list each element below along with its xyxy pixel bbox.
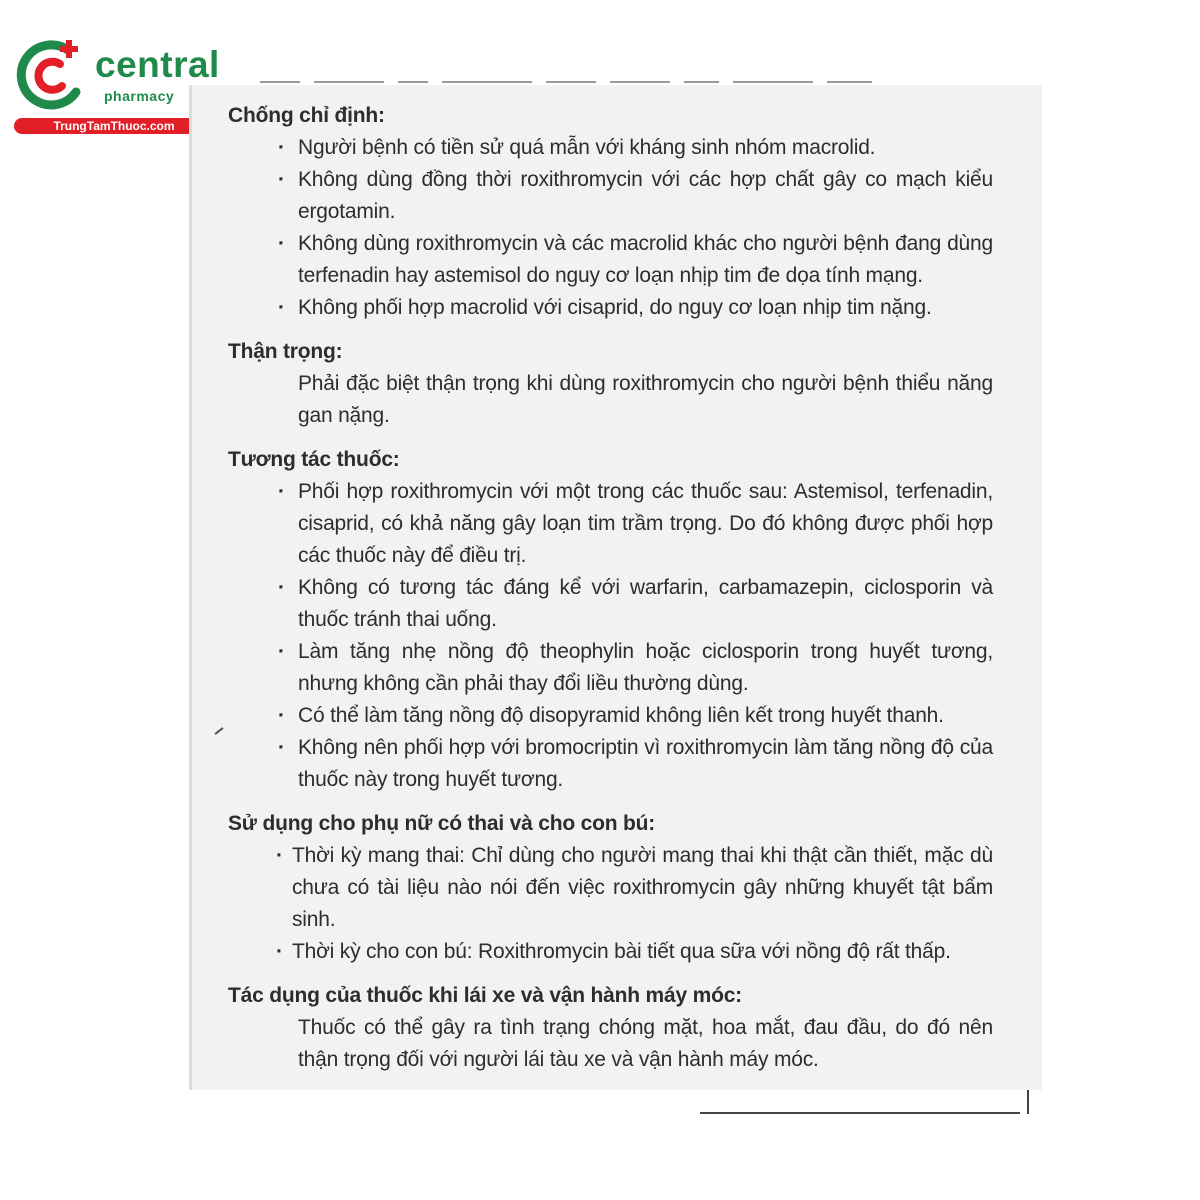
list-item: · Thời kỳ mang thai: Chỉ dùng cho người mang thai khi thật cần thiết, mặc dù chưa có tài liệu nào nói đến việc roxithromycin gây những khuyết tật bẩm sinh. [228,840,993,936]
section-title: Chống chỉ định: [228,104,385,127]
list-item: · Không dùng đồng thời roxithromycin với các hợp chất gây co mạch kiểu ergotamin. [228,164,993,228]
section-precautions [228,336,993,432]
page-edge-shadow [189,85,192,1090]
brand-url-badge: TrungTamThuoc.com [14,118,214,134]
section-drug-interactions [228,444,993,796]
section-title: Tương tác thuốc: [228,448,400,471]
bullet-list [228,132,993,324]
section-paragraph: Phải đặc biệt thận trọng khi dùng roxithromycin cho người bệnh thiểu năng gan nặng. [298,372,993,427]
bottom-rule-line [700,1112,1020,1114]
page-corner-tick [1027,1090,1029,1114]
brand-subtitle: pharmacy [104,88,175,104]
section-title: Thận trọng: [228,340,343,363]
section-pregnancy-lactation [228,808,993,968]
central-pharmacy-logo-icon [10,34,90,114]
section-contraindications [228,100,993,324]
list-item: · Làm tăng nhẹ nồng độ theophylin hoặc ciclosporin trong huyết tương, nhưng không cần phải thay đổi liều thường dùng. [228,636,993,700]
list-item: · Không có tương tác đáng kể với warfarin, carbamazepin, ciclosporin và thuốc tránh thai uống. [228,572,993,636]
section-driving-machinery [228,980,993,1076]
section-title: Tác dụng của thuốc khi lái xe và vận hành máy móc: [228,984,742,1007]
list-item: · Không nên phối hợp với bromocriptin vì roxithromycin làm tăng nồng độ của thuốc này trong huyết tương. [228,732,993,796]
section-title: Sử dụng cho phụ nữ có thai và cho con bú: [228,812,656,835]
list-item: · Không dùng roxithromycin và các macrolid khác cho người bệnh đang dùng terfenadin hay astemisol do nguy cơ loạn nhịp tim đe dọa tính mạng. [228,228,993,292]
list-item: · Phối hợp roxithromycin với một trong các thuốc sau: Astemisol, terfenadin, cisaprid, có khả năng gây loạn tim trầm trọng. Do đó không được phối hợp các thuốc này để điều trị. [228,476,993,572]
bullet-list [228,840,993,968]
leaflet-text [228,100,993,1088]
bullet-list [228,476,993,796]
brand-name: central [95,44,220,85]
list-item: · Thời kỳ cho con bú: Roxithromycin bài tiết qua sữa với nồng độ rất thấp. [228,936,993,968]
list-item: · Người bệnh có tiền sử quá mẫn với kháng sinh nhóm macrolid. [228,132,993,164]
list-item: · Có thể làm tăng nồng độ disopyramid không liên kết trong huyết thanh. [228,700,993,732]
list-item: · Không phối hợp macrolid với cisaprid, do nguy cơ loạn nhịp tim nặng. [228,292,993,324]
section-paragraph: Thuốc có thể gây ra tình trạng chóng mặt, hoa mắt, đau đầu, do đó nên thận trọng đối với người lái tàu xe và vận hành máy móc. [298,1016,993,1071]
bleed-through-line [260,73,910,85]
